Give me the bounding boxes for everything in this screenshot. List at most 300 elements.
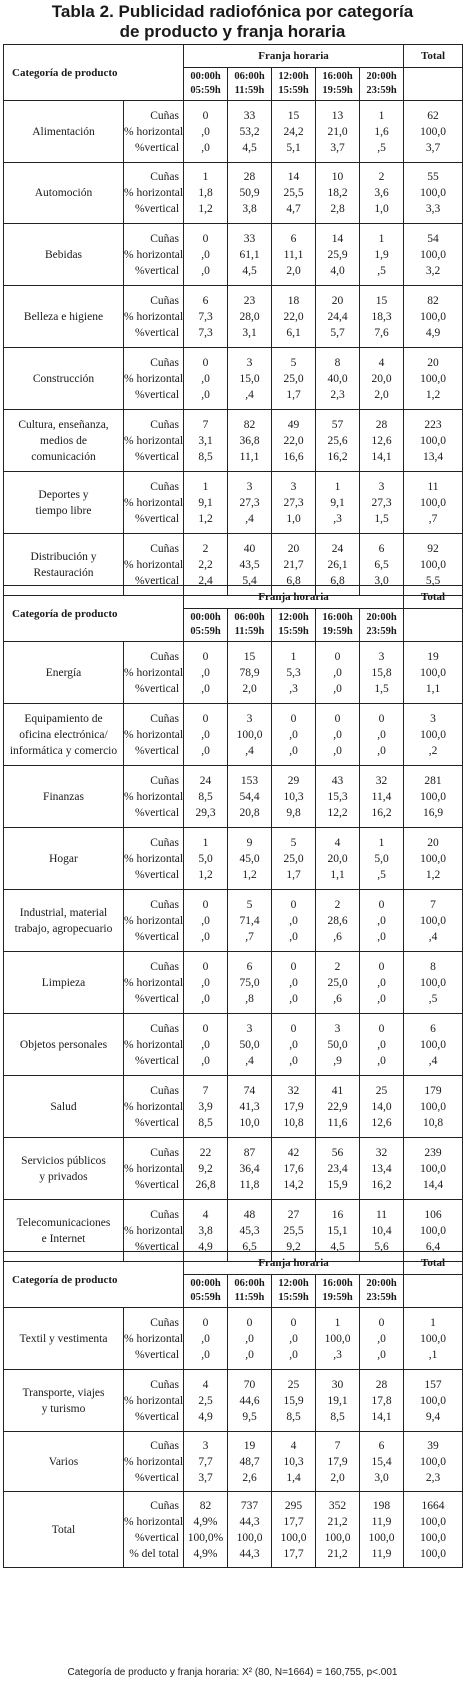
value: 100,0	[368, 1531, 395, 1544]
value: 82	[427, 294, 439, 307]
category-name-line: Salud	[50, 1100, 77, 1113]
value: 55	[427, 171, 439, 183]
category-row	[4, 224, 463, 286]
value: 11	[427, 480, 439, 493]
slot-values	[360, 1076, 404, 1138]
slot-values	[360, 1014, 404, 1076]
value: ,0	[289, 976, 298, 989]
measure-labels	[124, 1138, 184, 1200]
value: 6,8	[330, 574, 345, 587]
value: 2,4	[198, 574, 213, 587]
value: 25,0	[283, 852, 304, 865]
category-name-line: Deportes y	[38, 488, 89, 501]
value: 0	[378, 960, 385, 973]
value: 100,0	[236, 728, 263, 741]
value: 44,6	[239, 1394, 260, 1407]
value: 1,2	[198, 868, 213, 881]
value: 26,8	[195, 1178, 216, 1191]
measure-labels	[124, 1014, 184, 1076]
category-name	[4, 472, 124, 534]
data-table	[3, 585, 463, 1262]
value: 50,9	[239, 187, 260, 199]
slot-values	[228, 472, 272, 534]
value: 6,8	[286, 574, 301, 587]
value: 7	[202, 418, 209, 431]
value: 20,8	[239, 806, 260, 819]
time-slot-label: 06:00h	[234, 612, 265, 623]
value: 3,8	[242, 203, 257, 215]
value: 5,0	[374, 852, 389, 865]
slot-values	[228, 1014, 272, 1076]
value: 62	[427, 109, 439, 122]
value: ,0	[201, 248, 210, 261]
measure-label: %vertical	[134, 1116, 180, 1129]
value: 4,5	[242, 141, 257, 154]
total-header-blank	[404, 1275, 463, 1308]
value: 6	[246, 960, 253, 973]
value: 13	[331, 109, 344, 122]
category-name-line: medios de	[40, 434, 87, 447]
time-slot-header	[184, 68, 228, 101]
value: 2	[202, 542, 209, 555]
measure-labels	[124, 1370, 184, 1432]
slot-values	[316, 472, 360, 534]
value: 2	[334, 960, 341, 973]
slot-values	[360, 1138, 404, 1200]
value: 100,0	[420, 1038, 446, 1051]
slot-values	[184, 952, 228, 1014]
slot-values	[228, 348, 272, 410]
value: ,5	[428, 992, 438, 1005]
value: 9,1	[198, 496, 213, 509]
slot-values	[228, 952, 272, 1014]
value: 1	[430, 1316, 436, 1329]
measure-labels	[124, 472, 184, 534]
value: 1,8	[198, 187, 213, 199]
value: 15,4	[371, 1455, 392, 1468]
measure-label: %vertical	[134, 992, 180, 1005]
value: 0	[378, 1316, 385, 1329]
measure-label: % del total	[129, 1547, 180, 1560]
value: ,0	[377, 976, 386, 989]
category-name-line: Bebidas	[44, 248, 83, 261]
value: 100,0	[420, 1515, 446, 1528]
total-values	[404, 348, 463, 410]
value: 100,0	[420, 1224, 446, 1237]
measure-label: % horizontal	[124, 728, 184, 741]
category-name-line: Construcción	[32, 372, 95, 385]
value: 1	[334, 1316, 341, 1329]
value: 4	[334, 836, 341, 849]
value: ,0	[289, 914, 298, 927]
total-values	[404, 1492, 463, 1568]
time-slot-header	[360, 1275, 404, 1308]
value: 0	[290, 898, 297, 911]
category-name-line: Telecomunicaciones	[16, 1216, 111, 1229]
measure-label: % horizontal	[124, 1038, 184, 1051]
measure-label: Cuñas	[150, 480, 180, 493]
value: 18,3	[371, 310, 392, 323]
value: 14,0	[371, 1100, 392, 1113]
time-slot-label: 16:00h	[322, 612, 353, 623]
value: 57	[331, 418, 344, 431]
value: 10,8	[422, 1116, 444, 1129]
value: 11,8	[239, 1178, 260, 1191]
value: 2,6	[242, 1471, 257, 1484]
slot-values	[184, 1370, 228, 1432]
value: ,0	[377, 930, 386, 943]
measure-label: Cuñas	[150, 960, 180, 973]
value: 9,1	[330, 496, 345, 509]
time-slot-header	[184, 609, 228, 642]
category-name	[4, 1370, 124, 1432]
slot-values	[316, 1370, 360, 1432]
category-row	[4, 704, 463, 766]
value: 0	[246, 1316, 253, 1329]
value: 5,1	[286, 141, 301, 154]
slot-values	[272, 1014, 316, 1076]
slot-values	[228, 1492, 272, 1568]
measure-label: % horizontal	[124, 1332, 184, 1345]
value: 4,9%	[193, 1547, 218, 1560]
measure-label: %vertical	[134, 1531, 180, 1544]
slot-values	[316, 1014, 360, 1076]
value: 7,3	[198, 310, 213, 323]
value: ,0	[289, 1054, 298, 1067]
total-values	[404, 410, 463, 472]
total-values	[404, 828, 463, 890]
measure-label: %vertical	[134, 930, 180, 943]
total-header: Total	[404, 45, 463, 68]
value: 18,2	[327, 187, 348, 199]
time-slot-label: 19:59h	[322, 85, 353, 96]
measure-label: Cuñas	[150, 356, 180, 369]
value: 16,2	[371, 806, 392, 819]
total-values	[404, 101, 463, 163]
value: 14,1	[371, 1410, 392, 1423]
value: 50,0	[239, 1038, 260, 1051]
value: 29	[287, 774, 300, 787]
value: ,0	[245, 1348, 254, 1361]
value: 3,7	[425, 141, 441, 154]
value: 4	[202, 1378, 209, 1391]
value: 11	[375, 1208, 388, 1221]
category-name	[4, 101, 124, 163]
measure-label: %vertical	[134, 512, 180, 525]
value: 9,2	[198, 1162, 213, 1175]
slot-values	[272, 1492, 316, 1568]
category-name-line: Total	[51, 1523, 76, 1536]
value: 50,0	[327, 1038, 348, 1051]
category-name	[4, 348, 124, 410]
total-values	[404, 890, 463, 952]
value: 33	[243, 109, 256, 122]
value: 17,9	[327, 1455, 348, 1468]
value: 14,4	[422, 1178, 444, 1191]
slot-values	[228, 704, 272, 766]
value: ,0	[333, 728, 342, 741]
time-slot-label: 06:00h	[234, 71, 265, 82]
value: 49	[287, 418, 300, 431]
measure-label: %vertical	[134, 574, 180, 587]
value: 153	[240, 774, 259, 787]
value: 0	[202, 356, 209, 369]
measure-label: Cuñas	[150, 418, 180, 431]
category-row	[4, 410, 463, 472]
value: ,4	[245, 1054, 254, 1067]
value: 11,9	[371, 1547, 392, 1560]
value: 21,0	[327, 125, 348, 138]
time-slot-label: 15:59h	[278, 1292, 309, 1303]
slot-values	[316, 952, 360, 1014]
value: 1,6	[374, 125, 389, 138]
slot-values	[360, 348, 404, 410]
total-values	[404, 1014, 463, 1076]
value: 75,0	[239, 976, 260, 989]
value: ,0	[201, 976, 210, 989]
value: 9	[246, 836, 253, 849]
total-values	[404, 952, 463, 1014]
value: 0	[202, 960, 209, 973]
slot-values	[272, 163, 316, 224]
value: 1,1	[425, 682, 441, 695]
value: 3	[246, 712, 253, 725]
value: 44,3	[239, 1547, 260, 1560]
category-name-line: Textil y vestimenta	[19, 1332, 108, 1345]
header-row	[4, 586, 463, 609]
time-slot-label: 19:59h	[322, 1292, 353, 1303]
value: 0	[290, 1316, 297, 1329]
value: 100,0	[420, 372, 446, 385]
category-row	[4, 952, 463, 1014]
value: 7,7	[198, 1455, 213, 1468]
category-name-line: Hogar	[49, 852, 78, 865]
value: 3	[202, 1439, 209, 1452]
value: 7,6	[374, 326, 389, 339]
slot-values	[228, 1370, 272, 1432]
category-name	[4, 1432, 124, 1492]
measure-labels	[124, 163, 184, 224]
value: 27,3	[371, 496, 392, 509]
value: 20,0	[371, 372, 392, 385]
value: ,4	[245, 744, 254, 757]
time-slot-header	[272, 609, 316, 642]
value: 3	[378, 480, 385, 493]
time-slot-header	[316, 1275, 360, 1308]
value: ,0	[201, 125, 210, 138]
value: 28	[375, 418, 388, 431]
value: 157	[424, 1378, 442, 1391]
category-name-line: oficina electrónica/	[19, 728, 108, 741]
value: ,0	[377, 1348, 386, 1361]
slot-values	[184, 704, 228, 766]
value: 7,3	[198, 326, 213, 339]
total-values	[404, 1432, 463, 1492]
category-name-line: e Internet	[41, 1232, 86, 1245]
category-header: Categoría de producto	[4, 45, 184, 101]
value: 19	[427, 650, 439, 663]
category-row	[4, 163, 463, 224]
value: 11,1	[239, 450, 260, 463]
time-slot-header	[316, 609, 360, 642]
measure-label: % horizontal	[124, 558, 184, 571]
slot-values	[272, 224, 316, 286]
table-title-line-2: de producto y franja horaria	[119, 22, 346, 41]
slot-values	[184, 472, 228, 534]
value: 100,0	[420, 1531, 446, 1544]
table-title	[0, 0, 465, 46]
value: 16,6	[283, 450, 304, 463]
slot-values	[360, 472, 404, 534]
value: ,3	[289, 682, 298, 695]
total-values	[404, 1138, 463, 1200]
slot-values	[272, 1370, 316, 1432]
value: ,0	[201, 1348, 210, 1361]
value: 5,5	[425, 574, 441, 587]
value: 0	[202, 898, 209, 911]
value: 100,0	[420, 1547, 446, 1560]
value: 17,8	[371, 1394, 392, 1407]
measure-label: %vertical	[134, 1178, 180, 1191]
value: 2,0	[374, 388, 389, 401]
slot-values	[272, 101, 316, 163]
category-name	[4, 828, 124, 890]
value: 45,0	[239, 852, 260, 865]
value: 39	[427, 1439, 439, 1452]
value: 1,2	[198, 512, 213, 525]
value: 20	[427, 356, 439, 369]
value: 100,0	[420, 1332, 446, 1345]
time-slot-header	[272, 1275, 316, 1308]
category-row	[4, 1076, 463, 1138]
time-slot-header	[316, 68, 360, 101]
value: 25,6	[327, 434, 348, 447]
value: 3,0	[374, 574, 389, 587]
value: 239	[424, 1146, 442, 1159]
value: 9,4	[425, 1410, 441, 1423]
value: 41,3	[239, 1100, 260, 1113]
category-name-line: Industrial, material	[19, 906, 108, 919]
value: ,6	[333, 992, 342, 1005]
measure-label: % horizontal	[124, 914, 184, 927]
value: 22	[199, 1146, 212, 1159]
value: 11,9	[371, 1515, 392, 1528]
slot-values	[316, 704, 360, 766]
measure-label: Cuñas	[150, 1084, 180, 1097]
value: 100,0	[420, 852, 446, 865]
slot-values	[272, 642, 316, 704]
value: 10,3	[283, 790, 304, 803]
value: 3	[430, 712, 436, 725]
value: 7	[202, 1084, 209, 1097]
slot-values	[360, 642, 404, 704]
value: 4,5	[242, 264, 257, 277]
value: 2,3	[425, 1471, 441, 1484]
header-row	[4, 1252, 463, 1275]
value: 21,2	[327, 1547, 348, 1560]
value: ,7	[245, 930, 254, 943]
value: 48	[243, 1208, 256, 1221]
slot-values	[228, 224, 272, 286]
slot-values	[360, 1492, 404, 1568]
value: 17,7	[283, 1547, 304, 1560]
value: 44,3	[239, 1515, 260, 1528]
category-name-line: Energía	[45, 666, 82, 679]
value: 12,6	[371, 434, 392, 447]
value: 21,7	[283, 558, 304, 571]
total-row	[4, 1492, 463, 1568]
value: 28	[375, 1378, 388, 1391]
value: 4	[202, 1208, 209, 1221]
measure-label: % horizontal	[124, 1394, 184, 1407]
slot-values	[228, 1138, 272, 1200]
value: 0	[290, 712, 297, 725]
value: 3,0	[374, 1471, 389, 1484]
value: 4	[378, 356, 385, 369]
time-slot-label: 23:59h	[366, 626, 397, 637]
slot-values	[316, 163, 360, 224]
slot-values	[184, 1308, 228, 1370]
value: 100,0	[280, 1531, 307, 1544]
time-slot-label: 15:59h	[278, 85, 309, 96]
slot-values	[228, 286, 272, 348]
measure-labels	[124, 704, 184, 766]
slot-values	[316, 1492, 360, 1568]
value: 56	[331, 1146, 344, 1159]
value: ,4	[245, 512, 254, 525]
value: 100,0	[420, 976, 446, 989]
category-row	[4, 348, 463, 410]
value: 0	[202, 650, 209, 663]
slot-values	[184, 642, 228, 704]
value: ,0	[289, 744, 298, 757]
value: 4,5	[330, 1240, 345, 1253]
value: 1,7	[286, 388, 301, 401]
value: 6,5	[242, 1240, 257, 1253]
slot-values	[360, 1432, 404, 1492]
measure-label: % horizontal	[124, 976, 184, 989]
value: 1,2	[198, 203, 213, 215]
total-values	[404, 286, 463, 348]
measure-label: % horizontal	[124, 372, 184, 385]
value: 100,0	[324, 1332, 351, 1345]
value: 16,9	[422, 806, 444, 819]
value: 5	[290, 836, 297, 849]
value: 1	[378, 232, 385, 245]
value: 9,8	[286, 806, 301, 819]
measure-label: % horizontal	[124, 1455, 184, 1468]
value: 100,0	[420, 914, 446, 927]
value: 14,1	[371, 450, 392, 463]
value: 54,4	[239, 790, 260, 803]
value: 100,0	[236, 1531, 263, 1544]
value: 8,5	[198, 1116, 213, 1129]
value: 15	[243, 650, 256, 663]
category-row	[4, 828, 463, 890]
value: 32	[287, 1084, 300, 1097]
header-row	[4, 45, 463, 68]
value: 100,0	[420, 248, 446, 261]
value: ,0	[333, 666, 342, 679]
value: 100,0	[324, 1531, 351, 1544]
value: 16,2	[371, 1178, 392, 1191]
time-slot-label: 00:00h	[190, 612, 221, 623]
value: ,0	[289, 992, 298, 1005]
value: 2,3	[330, 388, 345, 401]
value: 16,2	[327, 450, 348, 463]
total-values	[404, 472, 463, 534]
slot-values	[228, 766, 272, 828]
